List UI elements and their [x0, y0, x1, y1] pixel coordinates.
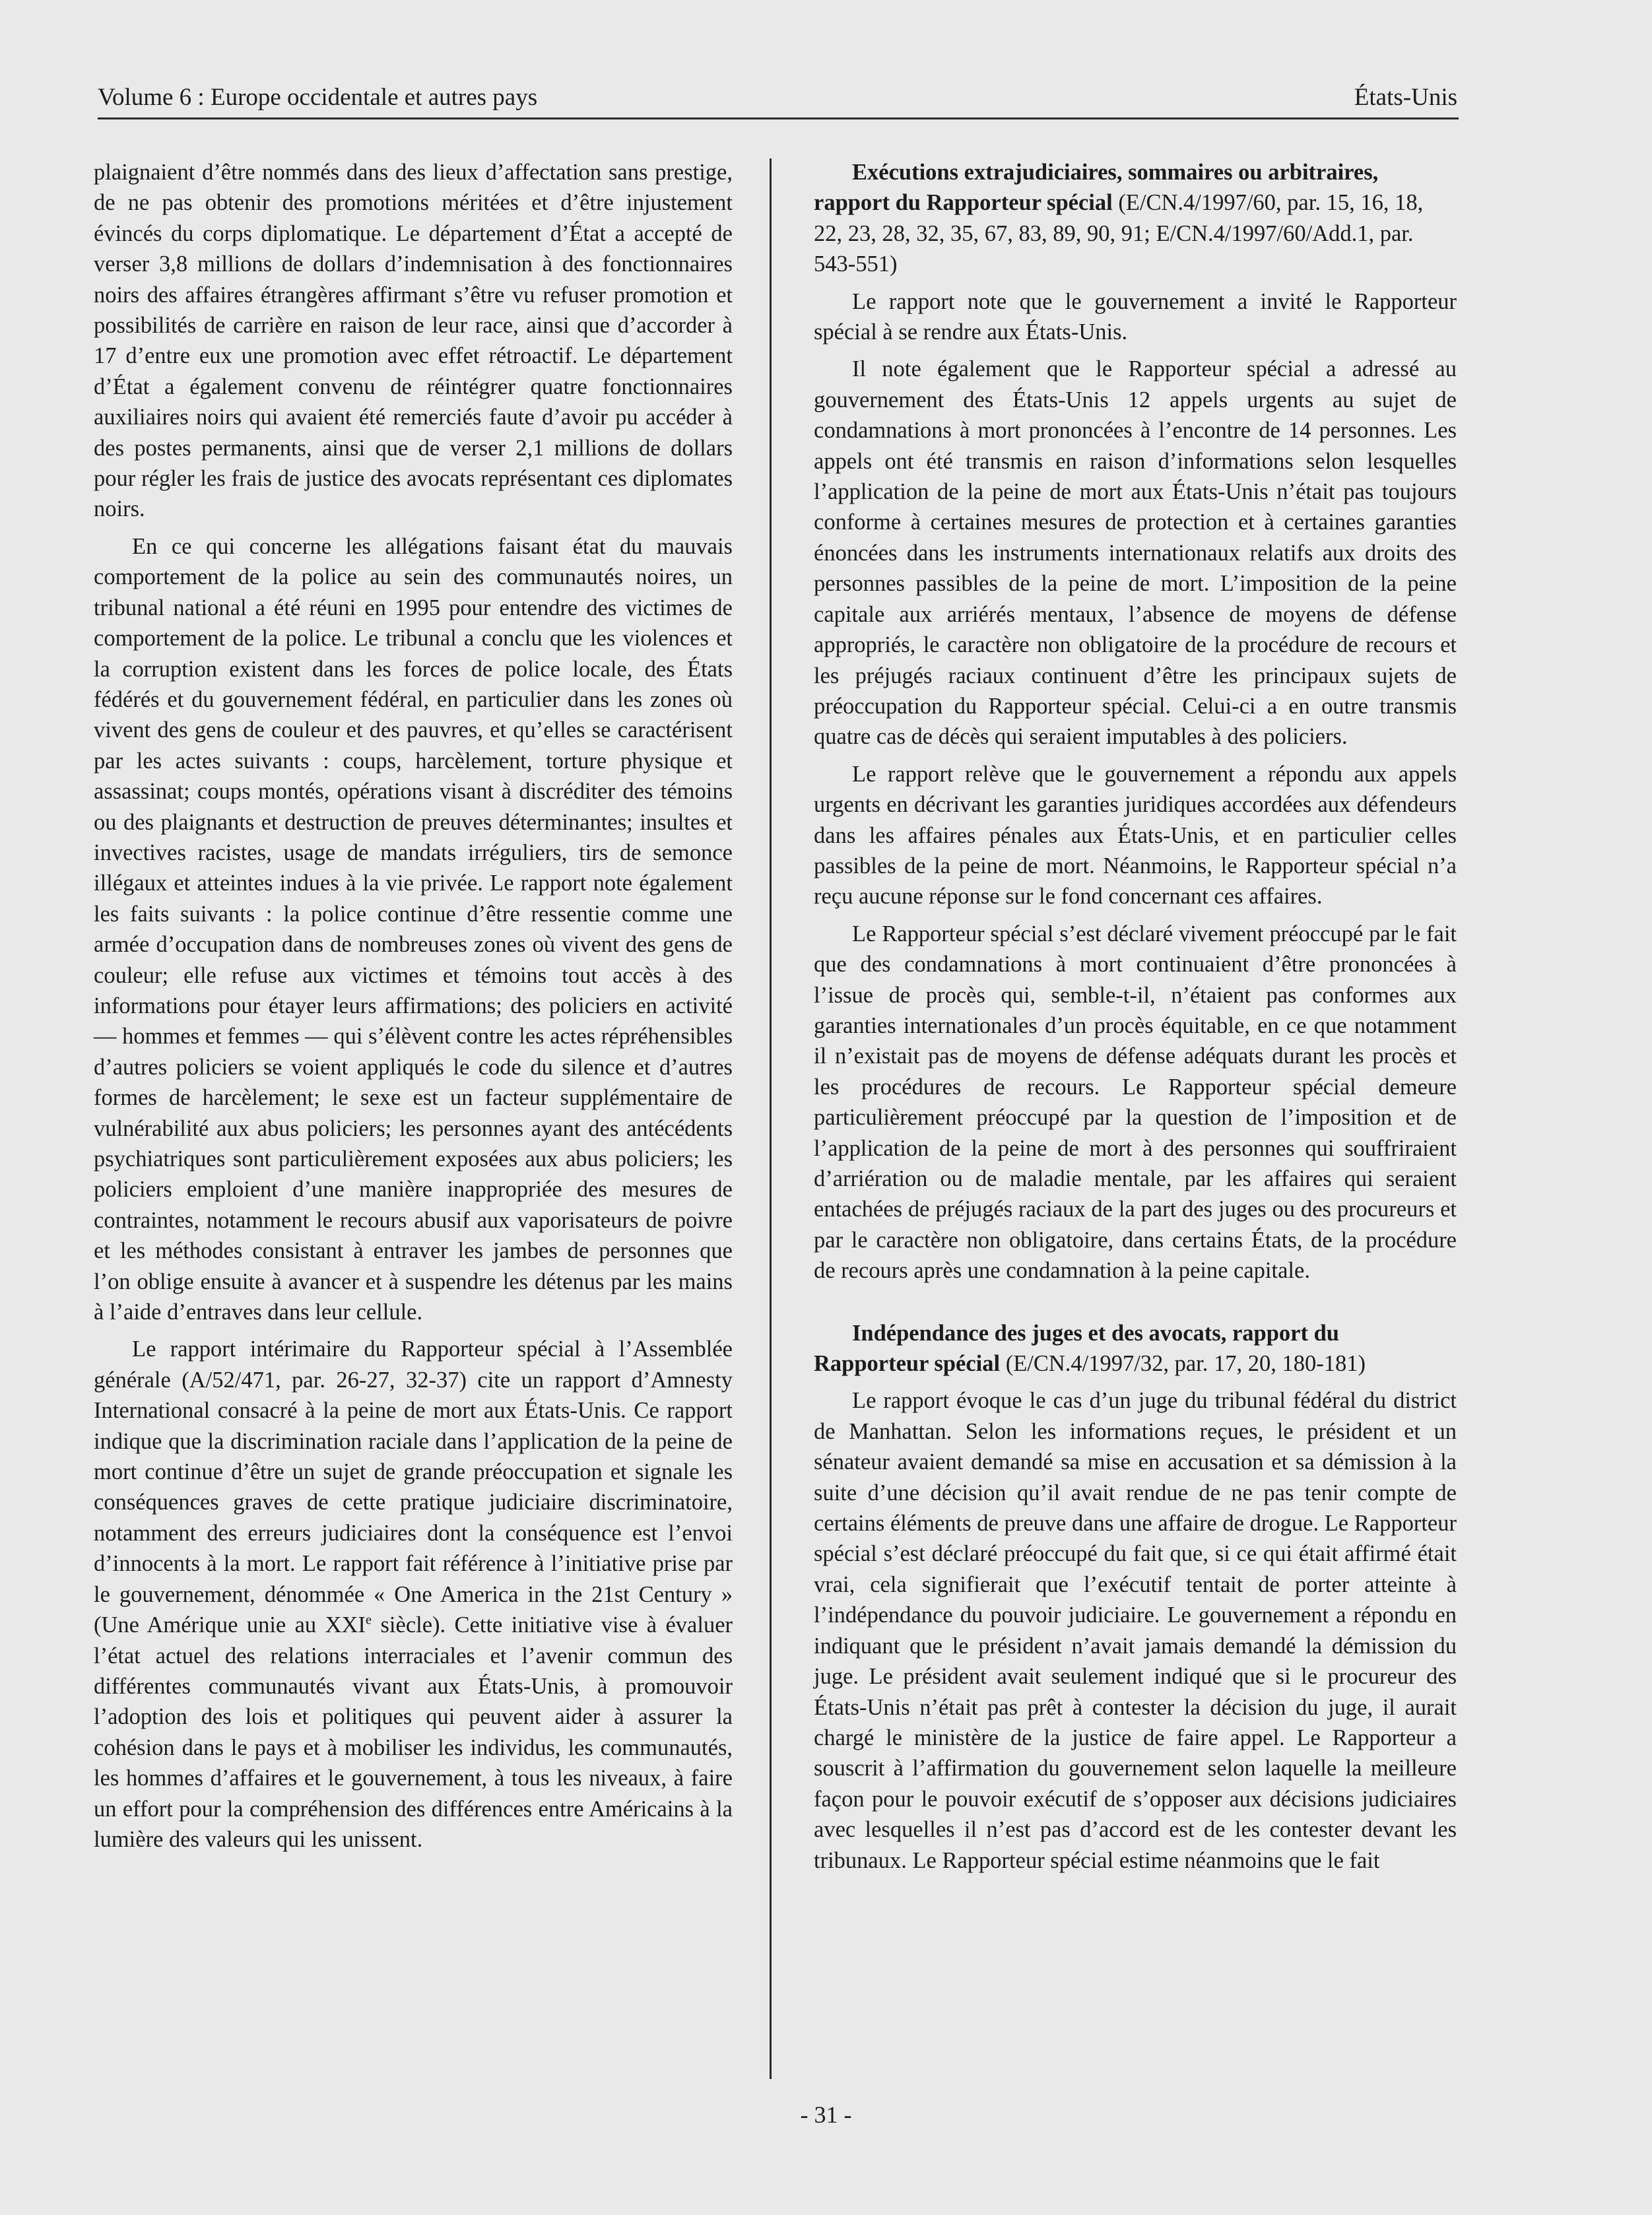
- left-column: [94, 157, 733, 1861]
- paragraph: [94, 1334, 733, 1855]
- paragraph: Le rapport évoque le cas d’un juge du tribunal fédéral du district de Manhattan. Selon les informations reçues, le président et un sénateur avaient demandé sa mise en accusation et sa démission à la suite d’une décision qu’il avait rendue de ne pas tenir compte de certains éléments de preuve dans une affaire de drogue. Le Rapporteur spécial s’est déclaré préoccupé du fait que, si ce qui était affirmé était vrai, cela signifierait que l’exécutif tentait de porter atteinte à l’indépendance du pouvoir judiciaire. Le gouvernement a répondu en indiquant que le président n’avait jamais demandé la démission du juge. Le président avait seulement indiqué que si le procureur des États-Unis n’était pas prêt à contester la décision du juge, il aurait chargé le ministère de la justice de faire appel. Le Rapporteur a souscrit à l’affirmation du gouvernement selon laquelle la meilleure façon pour le pouvoir exécutif de s’opposer aux décisions judiciaires avec lesquelles il n’est pas d’accord est de les contester devant les tribunaux. Le Rapporteur spécial estime néanmoins que le fait: [814, 1388, 1457, 1873]
- paragraph-text: siècle). Cette initiative vise à évaluer l’état actuel des relations interraciales et l’avenir commun des différentes communautés vivant aux États-Unis, à promouvoir l’adoption des lois et politiques qui peuvent aider à assurer la cohésion dans le pays et à mobiliser les individus, les communautés, les hommes d’affaires et le gouvernement, à tous les niveaux, à faire un effort pour la compréhension des différences entre Américains à la lumière des valeurs qui les unissent.: [94, 1612, 733, 1852]
- section-heading-reference: (E/CN.4/1997/60, par. 15, 16, 18, 22, 23, 28, 32, 35, 67, 83, 89, 90, 91; E/CN.4/1997/60/Add.1, par. 543-551): [814, 190, 1424, 277]
- right-column: [814, 157, 1457, 1882]
- paragraph: plaignaient d’être nommés dans des lieux d’affectation sans prestige, de ne pas obtenir des promotions méritées et d’être injustement évincés du corps diplomatique. Le département d’État a accepté de verser 3,8 millions de dollars d’indemnisation à des fonctionnaires noirs des affaires étrangères affirmant s’être vu refuser promotion et possibilités de carrière en raison de leur race, ainsi que d’accorder à 17 d’entre eux une promotion avec effet rétroactif. Le département d’État a également convenu de réintégrer quatre fonctionnaires auxiliaires noirs qui avaient été remerciés faute d’avoir pu accéder à des postes permanents, ainsi que de verser 2,1 millions de dollars pour régler les frais de justice des avocats représentant ces diplomates noirs.: [94, 160, 733, 522]
- paragraph-text: Le rapport intérimaire du Rapporteur spécial à l’Assemblée générale (A/52/471, par. 26-27, 32-37) cite un rapport d’Amnesty International consacré à la peine de mort aux États-Unis. Ce rapport indique que la discrimination raciale dans l’application de la peine de mort continue d’être un sujet de grande préoccupation et signale les conséquences graves de cette pratique judiciaire discriminatoire, notamment des erreurs judiciaires dont la conséquence est l’envoi d’innocents à la mort. Le rapport fait référence à l’initiative prise par le gouvernement, dénommée « One America in the 21st Century » (Une Amérique unie au XXI: [94, 1337, 733, 1638]
- paragraph: Le rapport note que le gouvernement a invité le Rapporteur spécial à se rendre aux États-Unis.: [814, 288, 1457, 345]
- column-rule: [770, 158, 772, 2079]
- header-country: États-Unis: [1354, 84, 1457, 111]
- section-heading-reference: (E/CN.4/1997/32, par. 17, 20, 180-181): [1000, 1351, 1366, 1377]
- paragraph: Le Rapporteur spécial s’est déclaré vivement préoccupé par le fait que des condamnations à mort continuaient d’être prononcées à l’issue de procès qui, semble-t-il, n’étaient pas conformes aux garanties internationales d’un procès équitable, en ce que notamment il n’existait pas de moyens de défense adéquats durant les procès et les procédures de recours. Le Rapporteur spécial demeure particulièrement préoccupé par la question de l’imposition et de l’application de la peine de mort à des personnes qui souffriraient d’arriération ou de maladie mentale, par les affaires qui seraient entachées de préjugés raciaux de la part des juges ou des procureurs et par le caractère non obligatoire, dans certains États, de la procédure de recours après une condamnation à la peine capitale.: [814, 921, 1457, 1284]
- section-heading-title: Exécutions extrajudiciaires, sommaires ou arbitraires, rapport du Rapporteur spécial: [814, 160, 1379, 216]
- running-header: [98, 82, 1457, 114]
- section-heading: [814, 157, 1457, 280]
- paragraph: En ce qui concerne les allégations faisant état du mauvais comportement de la police au sein des communautés noires, un tribunal national a été réuni en 1995 pour entendre des victimes de comportement de la police. Le tribunal a conclu que les violences et la corruption existent dans les forces de police locale, des États fédérés et du gouvernement fédéral, en particulier dans les zones où vivent des gens de couleur et des pauvres, et qu’elles se caractérisent par les actes suivants : coups, harcèlement, torture physique et assassinat; coups montés, opérations visant à discréditer des témoins ou des plaignants et destruction de preuves déterminantes; insultes et invectives racistes, usage de mandats irréguliers, tirs de semonce illégaux et atteintes indues à la vie privée. Le rapport note également les faits suivants : la police continue d’être ressentie comme une armée d’occupation dans de nombreuses zones où vivent des gens de couleur; elle refuse aux victimes et témoins tout accès à des informations pour étayer leurs affirmations; des policiers en activité — hommes et femmes — qui s’élèvent contre les actes répréhensibles d’autres policiers se voient appliqués le code du silence et d’autres formes de harcèlement; le sexe est un facteur supplémentaire de vulnérabilité aux abus policiers; les personnes ayant des antécédents psychiatriques sont particulièrement exposées aux abus policiers; les policiers emploient d’une manière inappropriée des mesures de contraintes, notamment le recours abusif aux vaporisateurs de poivre et les méthodes consistant à entraver les jambes de personnes que l’on oblige ensuite à avancer et à suspendre les détenus par les mains à l’aide d’entraves dans leur cellule.: [94, 533, 733, 1325]
- section-heading-title: Indépendance des juges et des avocats, rapport du Rapporteur spécial: [814, 1320, 1339, 1377]
- page-number: - 31 -: [800, 2101, 852, 2128]
- header-volume-title: Volume 6 : Europe occidentale et autres pays: [98, 84, 538, 111]
- section-heading: [814, 1318, 1457, 1379]
- superscript: e: [365, 1612, 372, 1628]
- paragraph: Il note également que le Rapporteur spécial a adressé au gouvernement des États-Unis 12 appels urgents au sujet de condamnations à mort prononcées à l’encontre de 14 personnes. Les appels ont été transmis en raison d’informations selon lesquelles l’application de la peine de mort aux États-Unis n’était pas toujours conforme à certaines mesures de protection et à certaines garanties énoncées dans les instruments internationaux relatifs aux droits des personnes passibles de la peine de mort. L’imposition de la peine capitale aux arriérés mentaux, l’absence de moyens de défense appropriés, le caractère non obligatoire de la procédure de recours et les préjugés raciaux continuent d’être les principaux sujets de préoccupation du Rapporteur spécial. Celui-ci a en outre transmis quatre cas de décès qui seraient imputables à des policiers.: [814, 356, 1457, 750]
- header-rule: [98, 117, 1459, 119]
- paragraph: Le rapport relève que le gouvernement a répondu aux appels urgents en décrivant les garanties juridiques accordées aux défendeurs dans les affaires pénales aux États-Unis, et en particulier celles passibles de la peine de mort. Néanmoins, le Rapporteur spécial n’a reçu aucune réponse sur le fond concernant ces affaires.: [814, 761, 1457, 909]
